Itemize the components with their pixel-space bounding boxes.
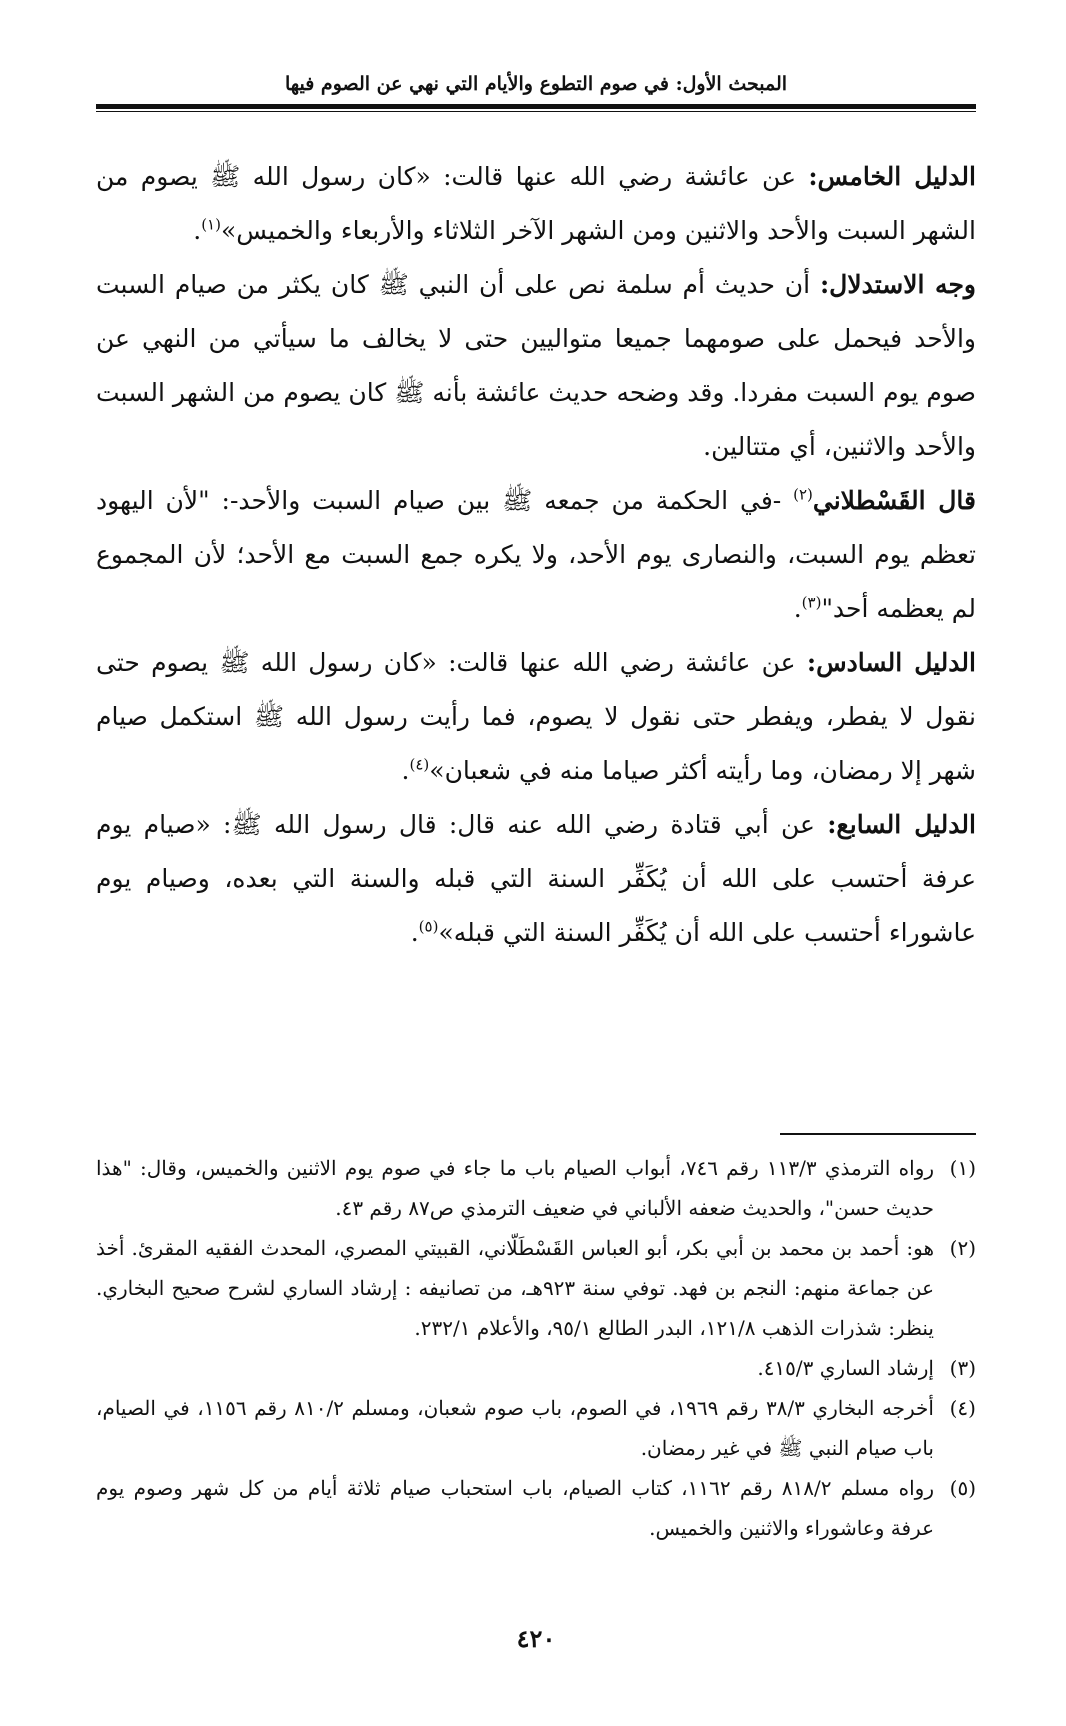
paragraph-inference [96, 258, 976, 474]
footnote-ref[interactable]: (٢) [793, 485, 813, 504]
main-text [96, 150, 976, 960]
footnote-ref[interactable]: (٣) [801, 593, 822, 612]
paragraph-evidence-5 [96, 150, 976, 258]
footnote-text: رواه الترمذي ١١٣/٣ رقم ٧٤٦، أبواب الصيام باب ما جاء في صوم يوم الاثنين والخميس، وقال: "هذا حديث حسن"، والحديث ضعفه الألباني في ضعيف الترمذي ص٨٧ رقم ٤٣. [96, 1156, 935, 1220]
footnote-number: (١) [949, 1156, 977, 1180]
footnote-number: (٤) [949, 1396, 976, 1420]
footnote-1 [96, 1148, 976, 1228]
footnote-text: هو: أحمد بن محمد بن أبي بكر، أبو العباس القَسْطَلّاني، القبيتي المصري، المحدث الفقيه المقرئ. أخذ عن جماعة منهم: النجم بن فهد. توفي سنة ٩٢٣هـ، من تصانيفه : إرشاد الساري لشرح صحيح البخاري. ينظر: شذرات الذهب ١٢١/٨، البدر الطالع ٩٥/١، والأعلام ٢٣٢/١. [96, 1236, 934, 1340]
paragraph-evidence-7 [96, 798, 976, 960]
footnote-number: (٢) [949, 1236, 976, 1260]
paragraph-heading: الدليل السادس: [806, 648, 976, 677]
footnote-number: (٥) [949, 1476, 977, 1500]
paragraph-heading: وجه الاستدلال: [819, 270, 976, 299]
footnotes [96, 1148, 976, 1548]
paragraph-text: عن عائشة رضي الله عنها قالت: «كان رسول الله ﷺ يصوم من الشهر السبت والأحد والاثنين ومن الشهر الآخر الثلاثاء والأربعاء والخميس» [96, 162, 976, 245]
paragraph-heading: الدليل السابع: [827, 810, 976, 839]
footnote-ref[interactable]: (٤) [409, 755, 430, 774]
footnote-text: رواه مسلم ٨١٨/٢ رقم ١١٦٢، كتاب الصيام، باب استحباب صيام ثلاثة أيام من كل شهر وصوم يوم عرفة وعاشوراء والاثنين والخميس. [96, 1476, 935, 1540]
footnote-5 [96, 1468, 976, 1548]
paragraph-end: . [793, 594, 802, 623]
footnote-text: إرشاد الساري ٤١٥/٣. [757, 1356, 934, 1380]
page-number: ٤٢٠ [516, 1624, 556, 1653]
footnote-text: أخرجه البخاري ٣٨/٣ رقم ١٩٦٩، في الصوم، باب صوم شعبان، ومسلم ٨١٠/٢ رقم ١١٥٦، في الصيام، باب صيام النبي ﷺ في غير رمضان. [96, 1396, 934, 1460]
footnote-4 [96, 1388, 976, 1468]
footnote-3 [96, 1348, 976, 1388]
footnote-ref[interactable]: (٥) [418, 917, 439, 936]
paragraph-text: عن عائشة رضي الله عنها قالت: «كان رسول الله ﷺ يصوم حتى نقول لا يفطر، ويفطر حتى نقول لا يصوم، فما رأيت رسول الله ﷺ استكمل صيام شهر إلا رمضان، وما رأيته أكثر صياما منه في شعبان» [96, 648, 976, 785]
paragraph-evidence-6 [96, 636, 976, 798]
footnote-number: (٣) [949, 1356, 976, 1380]
paragraph-text: أن حديث أم سلمة نص على أن النبي ﷺ كان يكثر من صيام السبت والأحد فيحمل على صومهما جميعا متواليين حتى لا يخالف ما سيأتي من النهي عن صوم يوم السبت مفردا. وقد وضحه حديث عائشة بأنه ﷺ كان يصوم من الشهر السبت والأحد والاثنين، أي متتالين. [96, 270, 976, 461]
header-rule-thin [96, 111, 976, 112]
footnote-ref[interactable]: (١) [201, 215, 221, 234]
paragraph-end: . [193, 216, 202, 245]
paragraph-text: عن أبي قتادة رضي الله عنه قال: قال رسول الله ﷺ: «صيام يوم عرفة أحتسب على الله أن يُكَفِّر السنة التي قبله والسنة التي بعده، وصيام يوم عاشوراء أحتسب على الله أن يُكَفِّر السنة التي قبله» [96, 810, 976, 947]
paragraph-end: . [401, 756, 410, 785]
paragraph-text: -في الحكمة من جمعه ﷺ بين صيام السبت والأحد-: "لأن اليهود تعظم يوم السبت، والنصارى يوم الأحد، ولا يكره جمع السبت مع الأحد؛ لأن المجموع لم يعظمه أحد" [96, 486, 976, 623]
footnote-2 [96, 1228, 976, 1348]
paragraph-heading: قال القَسْطلاني [812, 486, 976, 515]
paragraph-heading: الدليل الخامس: [808, 162, 976, 191]
running-header: المبحث الأول: في صوم التطوع والأيام التي نهي عن الصوم فيها [284, 73, 788, 95]
paragraph-end: . [410, 918, 419, 947]
header-rule-thick [96, 104, 976, 109]
paragraph-qastallani [96, 474, 976, 636]
footnote-separator [780, 1133, 976, 1135]
